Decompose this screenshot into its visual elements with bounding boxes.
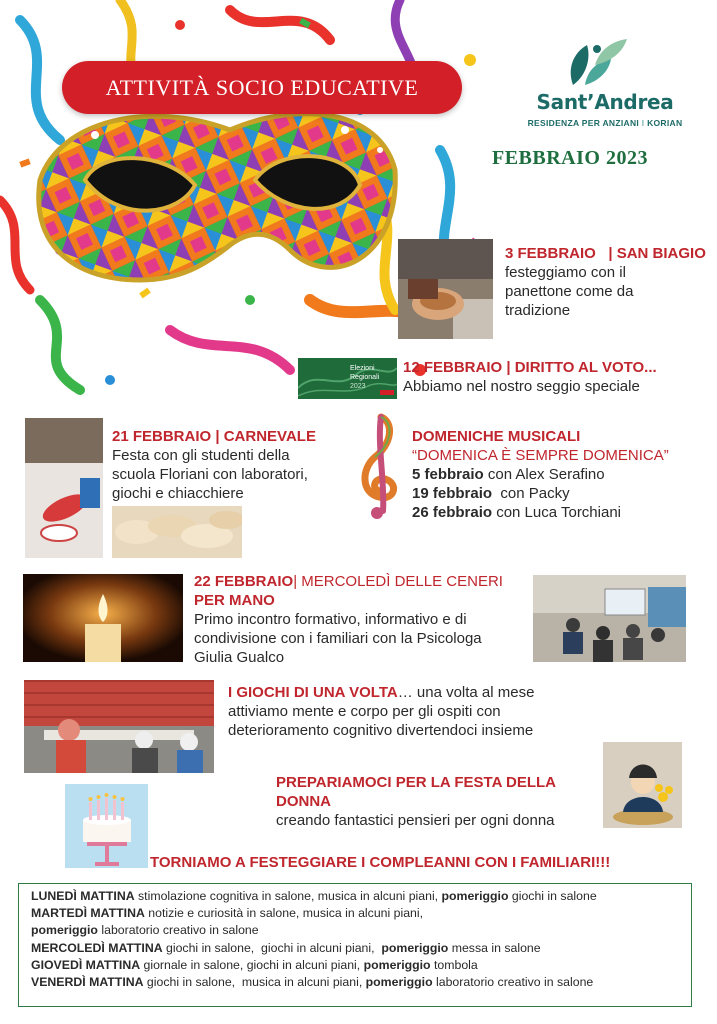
event-text-first: … una volta al mese xyxy=(397,684,535,701)
leaves-logo-icon xyxy=(565,35,631,91)
month-title: FEBBRAIO 2023 xyxy=(492,147,648,169)
brand-logo xyxy=(527,35,683,135)
event-text: creando fantastici pensieri per ogni donna xyxy=(276,812,555,829)
schedule-row-giovedi: GIOVEDÌ MATTINA giornale in salone, giochi in alcuni piani, pomeriggio tombola xyxy=(31,957,478,972)
event-date: 22 FEBBRAIO xyxy=(194,573,294,590)
event-title: DOMENICHE MUSICALI xyxy=(412,428,581,445)
event-title: | SAN BIAGIO xyxy=(608,245,706,262)
music-row: 19 febbraio con Packy xyxy=(412,485,570,502)
event-mercoledi-ceneri xyxy=(194,572,529,667)
schedule-row-mercoledi: MERCOLEDÌ MATTINA giochi in salone, giochi in alcuni piani, pomeriggio messa in salone xyxy=(31,940,541,955)
candle-photo xyxy=(23,574,183,662)
event-title: PREPARIAMOCI PER LA FESTA DELLA DONNA xyxy=(276,774,556,810)
carnevale-lab-photo xyxy=(25,418,103,558)
event-title: I GIOCHI DI UNA VOLTA xyxy=(228,684,398,701)
panettone-photo xyxy=(398,239,493,339)
chiacchiere-photo xyxy=(112,506,242,558)
elezioni-regionali-badge xyxy=(298,358,397,399)
event-text-line: scuola Floriani con laboratori, xyxy=(112,466,308,483)
event-text-line: tradizione xyxy=(505,302,571,319)
event-text-line: Primo incontro formativo, informativo e di xyxy=(194,611,467,628)
event-subtitle: “DOMENICA È SEMPRE DOMENICA” xyxy=(412,447,669,464)
event-date: 3 FEBBRAIO xyxy=(505,245,596,262)
event-carnevale xyxy=(112,427,357,503)
badge-year: 2023 xyxy=(350,383,366,390)
schedule-row-martedi: MARTEDÌ MATTINA notizie e curiosità in salone, musica in alcuni piani, xyxy=(31,906,424,921)
event-text-line: attiviamo mente e corpo per gli ospiti con xyxy=(228,703,501,720)
event-title: 21 FEBBRAIO | CARNEVALE xyxy=(112,428,316,445)
incontro-familiari-photo xyxy=(533,575,686,662)
event-compleanni xyxy=(150,853,620,872)
event-text-line: Giulia Gualco xyxy=(194,649,285,666)
brand-subtitle: RESIDENZA PER ANZIANI I KORIAN xyxy=(527,118,683,128)
schedule-row-martedi-2: pomeriggio laboratorio creativo in salone xyxy=(31,923,259,938)
event-title: 12 FEBBRAIO | DIRITTO AL VOTO... xyxy=(403,359,657,376)
event-giochi-di-una-volta xyxy=(228,683,628,740)
event-san-biagio xyxy=(505,244,710,320)
weekly-schedule xyxy=(18,883,692,1007)
event-text-line: panettone come da xyxy=(505,283,634,300)
event-text: Abbiamo nel nostro seggio speciale xyxy=(403,378,640,395)
event-text-line: deterioramento cognitivo divertendoci insieme xyxy=(228,722,534,739)
badge-line1: Elezioni xyxy=(350,365,375,372)
schedule-row-venerdi: VENERDÌ MATTINA giochi in salone, musica in alcuni piani, pomeriggio laboratorio creativo in salone xyxy=(31,975,594,990)
schedule-row-lunedi: LUNEDÌ MATTINA stimolazione cognitiva in salone, musica in alcuni piani, pomeriggio giochi in salone xyxy=(31,889,597,903)
event-title-2: PER MANO xyxy=(194,592,275,609)
giochi-photo xyxy=(24,680,214,773)
event-title: | MERCOLEDÌ DELLE CENERI xyxy=(293,573,503,590)
event-festa-donna xyxy=(276,773,596,830)
page-title-banner: ATTIVITÀ SOCIO EDUCATIVE xyxy=(62,61,462,114)
carnival-mask-image xyxy=(0,0,500,400)
event-text-line: Festa con gli studenti della xyxy=(112,447,290,464)
event-text-line: festeggiamo con il xyxy=(505,264,626,281)
music-row: 5 febbraio con Alex Serafino xyxy=(412,466,605,483)
treble-clef-icon xyxy=(355,413,403,523)
festa-donna-craft-photo xyxy=(603,742,682,828)
event-text-line: giochi e chiacchiere xyxy=(112,485,244,502)
brand-name: Sant’Andrea xyxy=(536,90,674,114)
event-domeniche-musicali xyxy=(412,427,707,522)
badge-line2: Regionali xyxy=(350,374,380,381)
event-text-line: condivisione con i familiari con la Psicologa xyxy=(194,630,482,647)
birthday-cake-photo xyxy=(65,784,148,868)
event-diritto-voto xyxy=(403,358,703,396)
event-title: TORNIAMO A FESTEGGIARE I COMPLEANNI CON I FAMILIARI!!! xyxy=(150,854,611,871)
music-row: 26 febbraio con Luca Torchiani xyxy=(412,504,622,521)
